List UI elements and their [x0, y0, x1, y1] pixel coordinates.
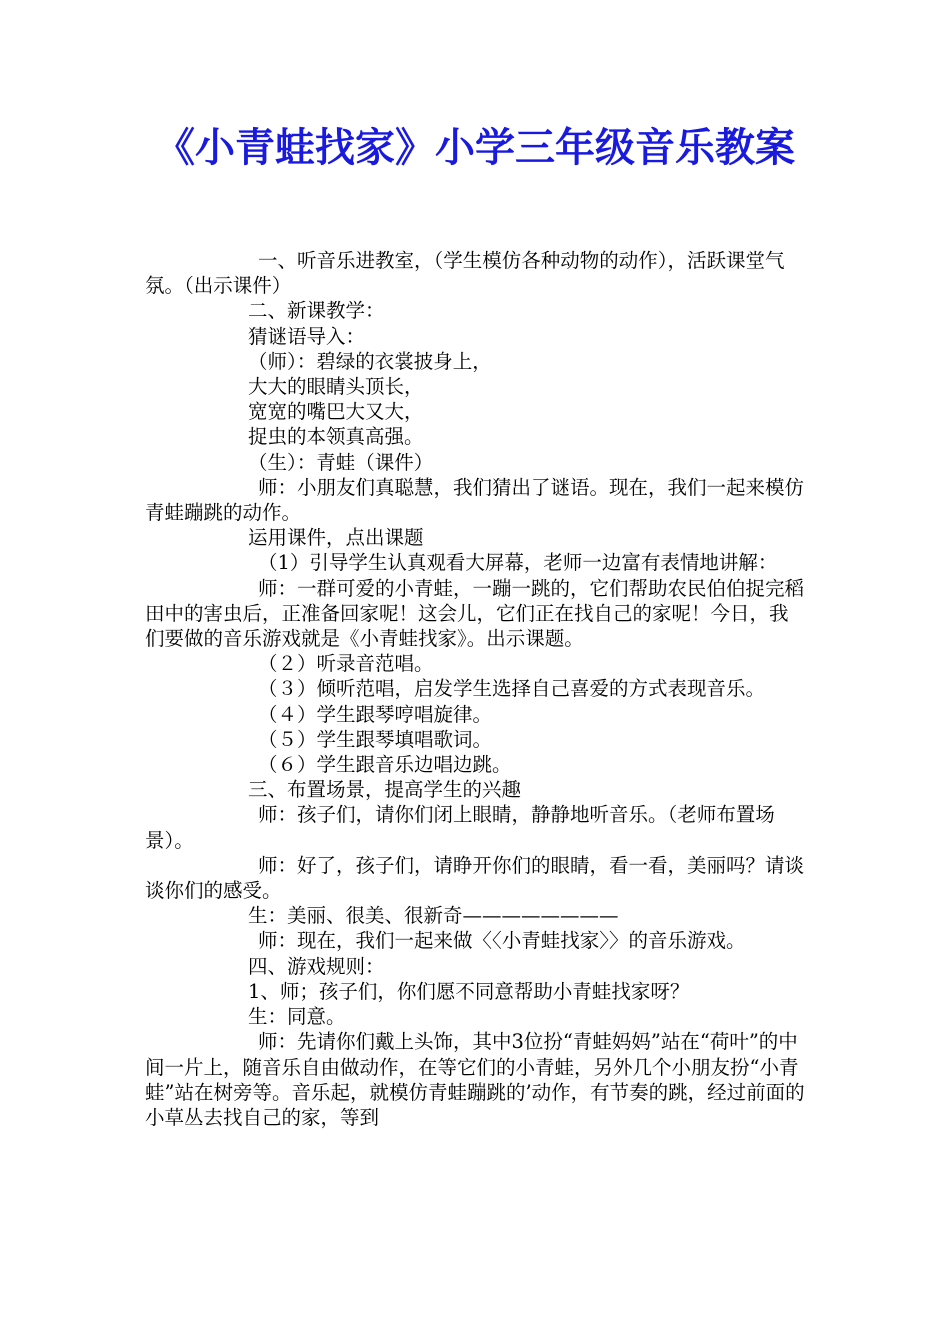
paragraph: 四、游戏规则：: [248, 954, 385, 978]
paragraph: 三、布置场景，提高学生的兴趣: [248, 778, 522, 802]
document-body: [145, 248, 805, 1130]
paragraph: 师：现在，我们一起来做〈〈小青蛙找家〉〉的音乐游戏。: [258, 929, 746, 953]
paragraph: 一、听音乐进教室，（学生模仿各种动物的动作），活跃课堂气氛。（出示课件）: [145, 249, 785, 298]
paragraph: 生：同意。: [248, 1005, 346, 1029]
paragraph: 运用课件，点出课题: [248, 526, 424, 550]
paragraph: （３）倾听范唱，启发学生选择自己喜爱的方式表现音乐。: [258, 677, 766, 701]
paragraph: 捉虫的本领真高强。: [248, 425, 424, 449]
paragraph: 宽宽的嘴巴大又大，: [248, 400, 424, 424]
paragraph: （５）学生跟琴填唱歌词。: [258, 727, 493, 751]
paragraph: 师：孩子们，请你们闭上眼睛，静静地听音乐。（老师布置场景）。: [145, 803, 775, 852]
paragraph: （生）：青蛙（课件）: [248, 450, 434, 474]
paragraph: 生：美丽、很美、很新奇————————: [248, 904, 619, 928]
paragraph: （２）听录音范唱。: [258, 652, 434, 676]
paragraph: （６）学生跟音乐边唱边跳。: [258, 753, 512, 777]
document-title: 《小青蛙找家》小学三年级音乐教案: [155, 125, 795, 171]
paragraph: （师）：碧绿的衣裳披身上，: [248, 349, 492, 373]
paragraph: 1、师；孩子们，你们愿不同意帮助小青蛙找家呀？: [248, 979, 690, 1003]
paragraph: （４）学生跟琴哼唱旋律。: [258, 702, 493, 726]
paragraph: 师：小朋友们真聪慧，我们猜出了谜语。现在，我们一起来模仿青蛙蹦跳的动作。: [145, 475, 805, 525]
paragraph: （1）引导学生认真观看大屏幕，老师一边富有表情地讲解：: [258, 551, 778, 575]
paragraph: 猜谜语导入：: [248, 324, 366, 348]
paragraph: 师：好了，孩子们，请睁开你们的眼睛，看一看，美丽吗？请谈谈你们的感受。: [145, 853, 805, 903]
paragraph: 师：先请你们戴上头饰，其中3位扮“青蛙妈妈”站在“荷叶”的中间一片上，随音乐自由做动作，在等它们的小青蛙，另外几个小朋友扮“小青蛙”站在树旁等。音乐起，就模仿青蛙蹦跳的’动作，有节奏的跳，经过前面的小草丛去找自己的家，等到: [145, 1030, 805, 1129]
paragraph: 大大的眼睛头顶长，: [248, 375, 424, 399]
paragraph: 二、新课教学：: [248, 299, 385, 323]
paragraph: 师：一群可爱的小青蛙，一蹦一跳的，它们帮助农民伯伯捉完稻田中的害虫后，正准备回家呢！这会儿，它们正在找自己的家呢！今日，我们要做的音乐游戏就是《小青蛙找家》。出示课题。: [145, 576, 805, 651]
